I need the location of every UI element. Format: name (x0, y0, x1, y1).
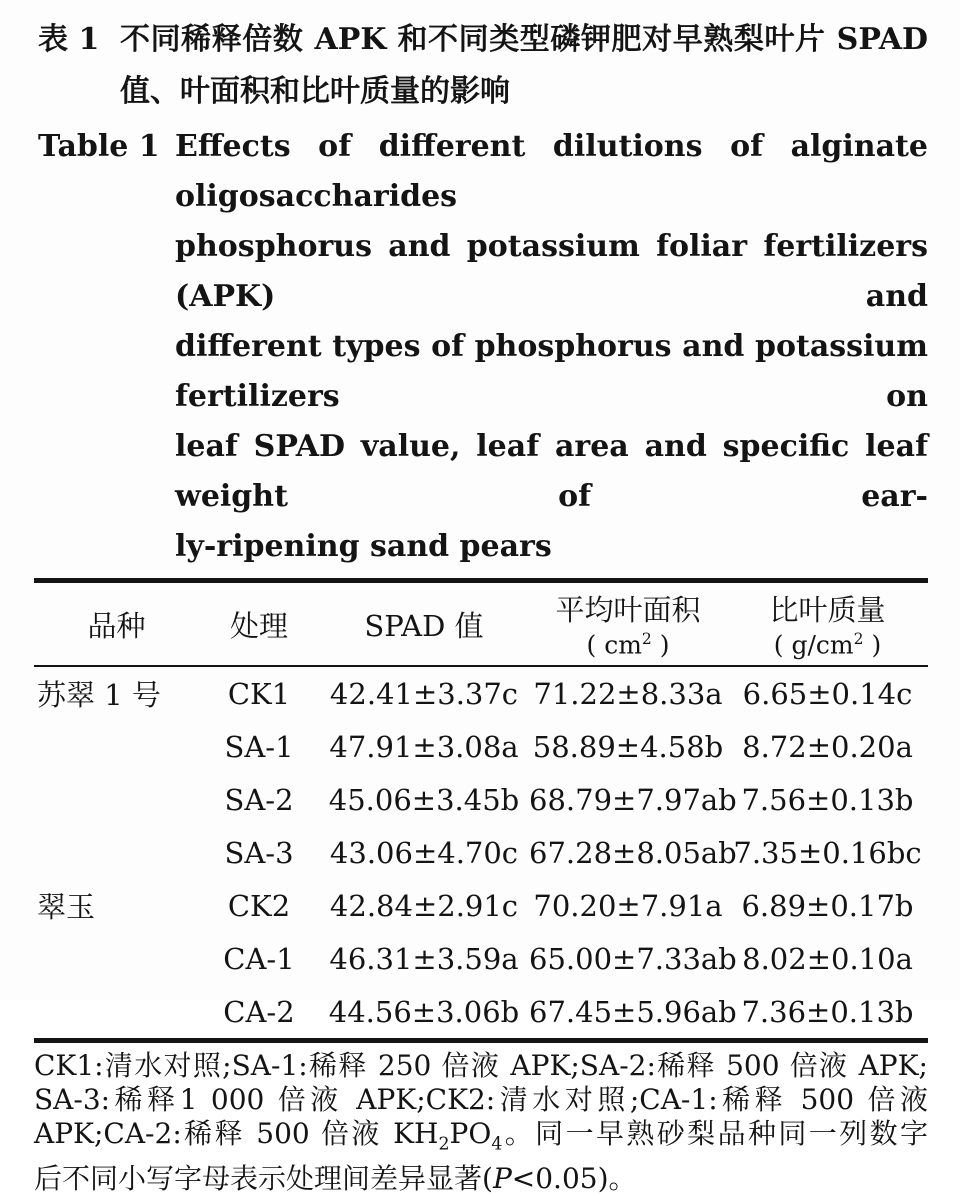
table-header-row (34, 583, 928, 667)
treatment-cell: SA-1 (224, 729, 294, 764)
caption-en-line-2: phosphorus and potassium foliar fertilizers (APK) and (175, 229, 928, 314)
unit-text: ) (863, 630, 882, 660)
treatment-cell: CA-2 (223, 994, 295, 1029)
table-caption-en (34, 122, 928, 572)
caption-en-line-5: ly-ripening sand pears (175, 529, 552, 564)
leaf-area-cell: 70.20±7.91a (533, 888, 723, 923)
unit-text: ( cm (586, 630, 642, 660)
col-header-treatment: 处理 (229, 608, 288, 643)
leaf-area-cell: 67.28±8.05ab (529, 835, 737, 870)
spad-cell: 44.56±3.06b (328, 994, 520, 1029)
unit-superscript: 2 (641, 630, 652, 649)
footnote-text: <0.05)。 (511, 1161, 637, 1195)
footnote-line-3 (34, 1117, 928, 1162)
treatment-cell: SA-2 (224, 782, 294, 817)
slw-cell: 8.02±0.10a (742, 941, 913, 976)
table-row (34, 720, 928, 773)
leaf-area-cell: 71.22±8.33a (533, 676, 723, 711)
spad-cell: 47.91±3.08a (329, 729, 519, 764)
footnote-text: 。同一早熟砂梨品种同一列数字 (502, 1117, 928, 1150)
col-header-leaf-area-name: 平均叶面积 (555, 593, 701, 628)
table-row (34, 826, 928, 879)
unit-text: ) (651, 630, 670, 660)
treatment-cell: CK2 (227, 888, 291, 923)
spad-cell: 45.06±3.45b (328, 782, 520, 817)
table-row (34, 667, 928, 720)
spad-cell: 46.31±3.59a (329, 941, 519, 976)
spad-cell: 43.06±4.70c (329, 835, 519, 870)
slw-cell: 6.65±0.14c (742, 676, 913, 711)
footnote-line-4 (34, 1162, 928, 1196)
data-table (34, 578, 928, 1043)
treatment-cell: CK1 (227, 676, 291, 711)
leaf-area-cell: 65.00±7.33ab (529, 941, 737, 976)
footnote-line-2: SA-3:稀释1 000 倍液 APK;CK2:清水对照;CA-1:稀释 500 倍液 (34, 1083, 928, 1116)
footnote-text: PO (449, 1117, 492, 1150)
col-header-slw-name: 比叶质量 (769, 593, 886, 628)
table-number-en: Table 1 (38, 129, 160, 164)
col-header-leaf-area-unit (529, 630, 727, 659)
leaf-area-cell: 67.45±5.96ab (529, 994, 737, 1029)
footnote-text: APK;CA-2:稀释 500 倍液 KH (34, 1117, 439, 1150)
unit-superscript: 2 (853, 630, 864, 649)
col-header-slw-unit (727, 630, 928, 659)
col-header-spad: SPAD 值 (364, 608, 484, 643)
slw-cell: 6.89±0.17b (741, 888, 914, 923)
table-number-zh: 表 1 (38, 22, 100, 57)
treatment-cell: SA-3 (224, 835, 294, 870)
table-row (34, 932, 928, 985)
spad-cell: 42.41±3.37c (329, 676, 519, 711)
caption-zh-line-2: 值、叶面积和比叶质量的影响 (120, 74, 510, 109)
table-caption-zh (34, 14, 928, 118)
chemical-subscript: 2 (438, 1134, 450, 1155)
caption-en-line-3: different types of phosphorus and potassium fertilizers on (175, 329, 928, 414)
table-row (34, 985, 928, 1038)
caption-en-line-1: Effects of different dilutions of alginate oligosaccharides (175, 129, 928, 214)
col-header-slw (727, 588, 928, 659)
leaf-area-cell: 68.79±7.97ab (529, 782, 737, 817)
chemical-subscript: 4 (491, 1134, 503, 1155)
table-row (34, 773, 928, 826)
p-value-symbol: P (492, 1161, 512, 1195)
slw-cell: 8.72±0.20a (742, 729, 913, 764)
col-header-leaf-area (529, 588, 727, 659)
variety-cell: 翠玉 (37, 890, 96, 924)
footnote-line-1: CK1:清水对照;SA-1:稀释 250 倍液 APK;SA-2:稀释 500 倍液 APK; (34, 1049, 928, 1082)
variety-cell: 苏翠 1 号 (37, 678, 161, 712)
slw-cell: 7.56±0.13b (741, 782, 914, 817)
caption-en-line-4: leaf SPAD value, leaf area and specific leaf weight of ear- (175, 429, 928, 514)
footnote-text: 后不同小写字母表示处理间差异显著( (34, 1161, 493, 1195)
leaf-area-cell: 58.89±4.58b (532, 729, 724, 764)
treatment-cell: CA-1 (223, 941, 295, 976)
spad-cell: 42.84±2.91c (329, 888, 519, 923)
table-footnote (34, 1049, 928, 1196)
table-row (34, 879, 928, 932)
slw-cell: 7.35±0.16bc (733, 835, 922, 870)
caption-zh-line-1: 不同稀释倍数 APK 和不同类型磷钾肥对早熟梨叶片 SPAD (120, 22, 928, 57)
unit-text: ( g/cm (773, 630, 854, 660)
col-header-variety: 品种 (87, 608, 146, 643)
slw-cell: 7.36±0.13b (741, 994, 914, 1029)
